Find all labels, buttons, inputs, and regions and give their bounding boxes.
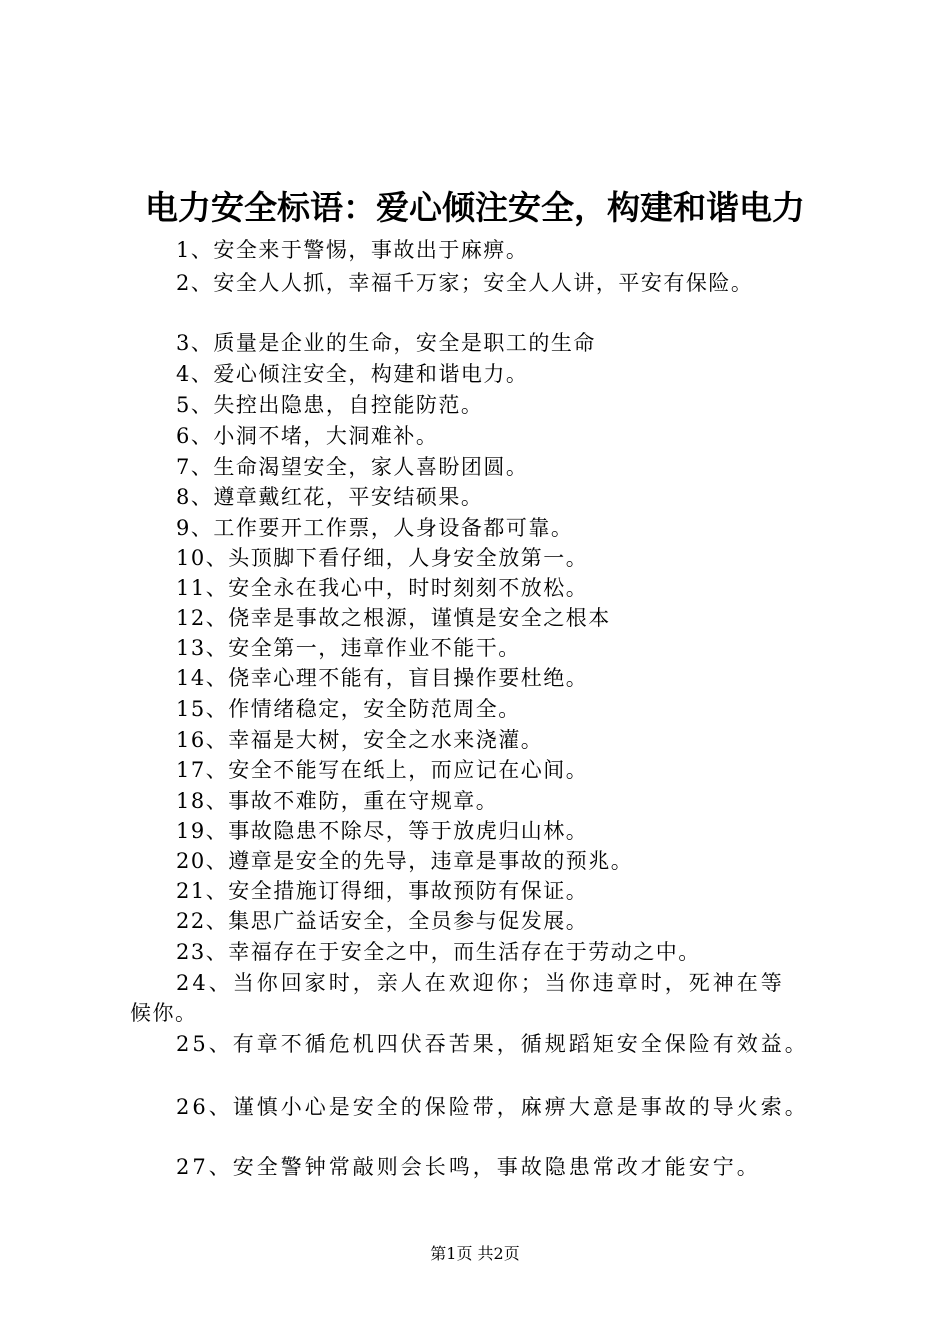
slogan-item: 20、遵章是安全的先导，违章是事故的预兆。 [176,849,634,873]
slogan-item: 5、失控出隐患，自控能防范。 [176,393,484,417]
slogan-item: 12、侥幸是事故之根源，谨慎是安全之根本 [176,606,611,630]
slogan-item: 23、幸福存在于安全之中，而生活存在于劳动之中。 [176,940,701,964]
slogan-item: 17、安全不能写在纸上，而应记在心间。 [176,758,589,782]
slogan-item: 3、质量是企业的生命，安全是职工的生命 [176,331,596,355]
slogan-item: 9、工作要开工作票，人身设备都可靠。 [176,516,574,540]
slogan-item: 25、有章不循危机四伏吞苦果，循规蹈矩安全保险有效益。 [176,1032,809,1056]
slogan-item: 15、作情绪稳定，安全防范周全。 [176,697,521,721]
page-number-footer: 第1页 共2页 [430,1244,520,1263]
slogan-item: 1、安全来于警惕，事故出于麻痹。 [176,238,529,262]
slogan-item: 8、遵章戴红花，平安结硕果。 [176,485,484,509]
slogan-item: 11、安全永在我心中，时时刻刻不放松。 [176,576,589,600]
slogan-item: 26、谨慎小心是安全的保险带，麻痹大意是事故的导火索。 [176,1095,809,1119]
slogan-item: 14、侥幸心理不能有，盲目操作要杜绝。 [176,666,589,690]
slogan-item-continuation: 候你。 [130,1001,198,1025]
slogan-item: 21、安全措施订得细，事故预防有保证。 [176,879,589,903]
slogan-item: 27、安全警钟常敲则会长鸣，事故隐患常改才能安宁。 [176,1155,761,1179]
slogan-item: 24、当你回家时，亲人在欢迎你；当你违章时，死神在等 [176,971,785,995]
slogan-item: 18、事故不难防，重在守规章。 [176,789,499,813]
slogan-item: 19、事故隐患不除尽，等于放虎归山林。 [176,819,589,843]
slogan-item: 16、幸福是大树，安全之水来浇灌。 [176,728,544,752]
slogan-item: 7、生命渴望安全，家人喜盼团圆。 [176,455,529,479]
slogan-item: 2、安全人人抓，幸福千万家；安全人人讲，平安有保险。 [176,271,754,295]
slogan-item: 6、小洞不堵，大洞难补。 [176,424,439,448]
document-title: 电力安全标语：爱心倾注安全，构建和谐电力 [145,188,805,227]
slogan-item: 10、头顶脚下看仔细，人身安全放第一。 [176,546,589,570]
slogan-item: 4、爱心倾注安全，构建和谐电力。 [176,362,529,386]
slogan-item: 13、安全第一，违章作业不能干。 [176,636,521,660]
slogan-item: 22、集思广益话安全，全员参与促发展。 [176,909,589,933]
